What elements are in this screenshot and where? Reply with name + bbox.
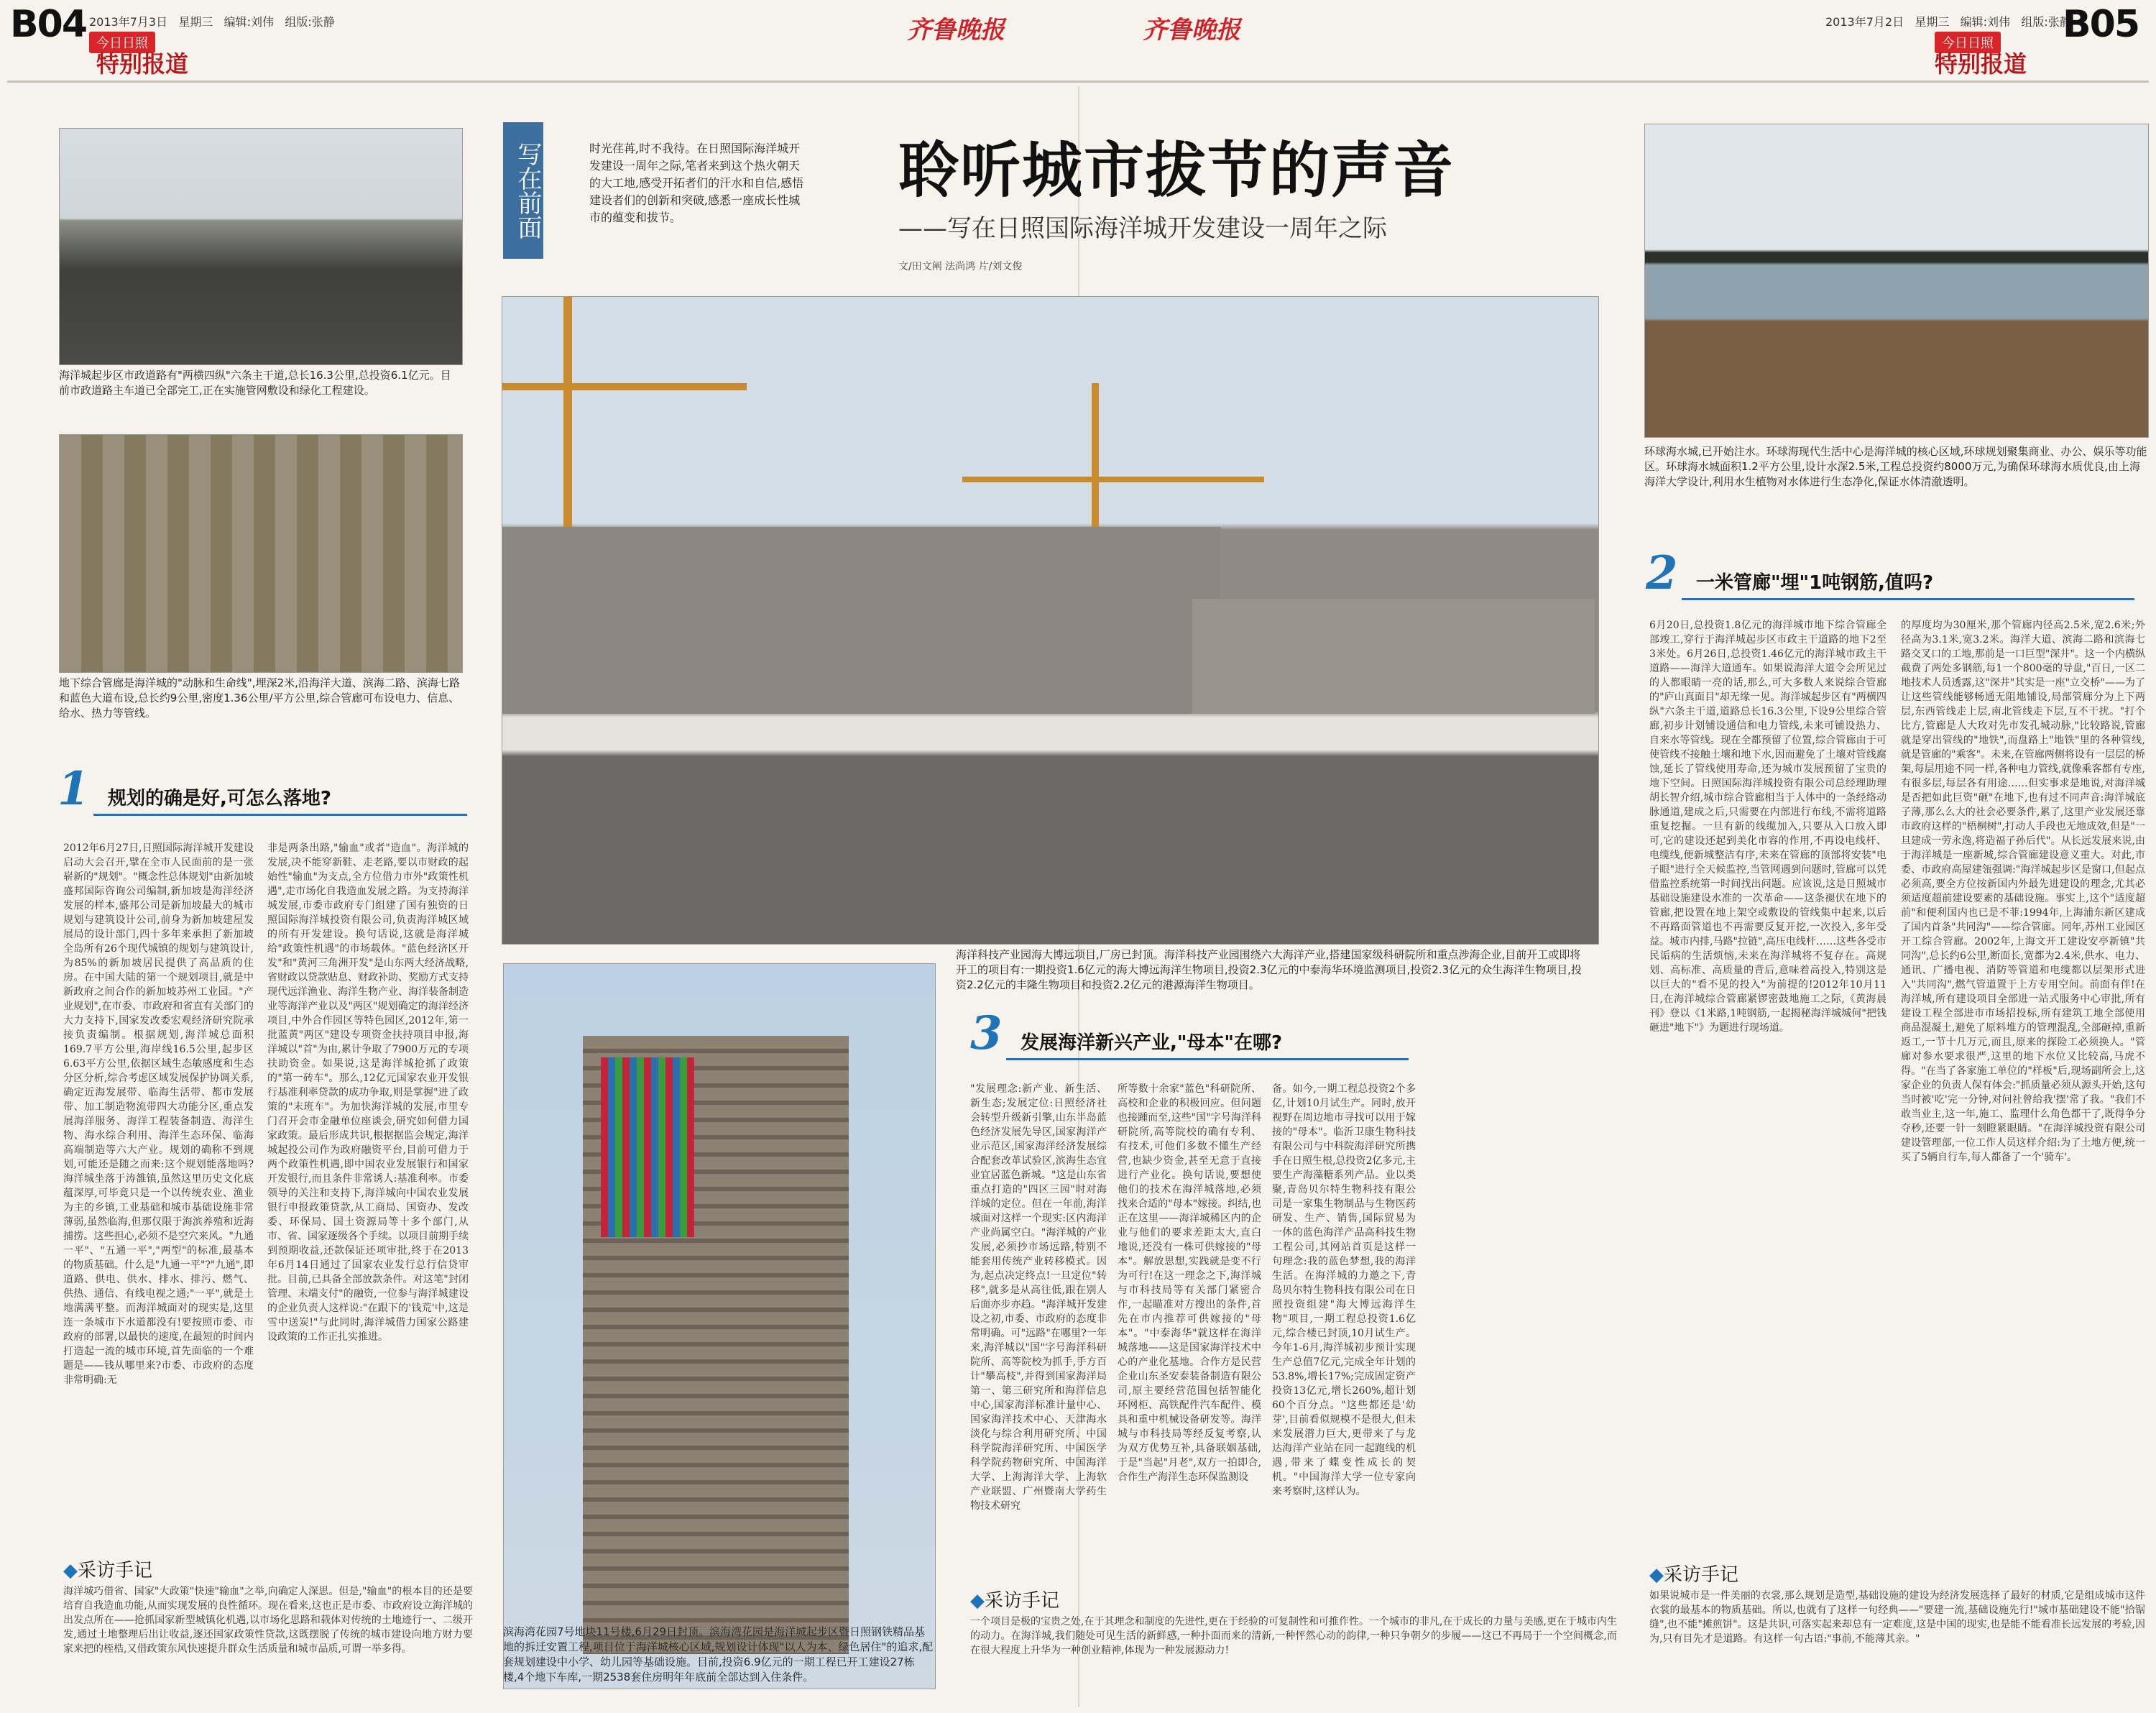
article-s2-col2: 的厚度均为30厘米,那个管廊内径高2.5米,宽2.6米;外径高为3.1米,宽3.2米。海洋大道、滨海二路和滨海七路交叉口的工地,那前是一口巨型"深井"。这一个内横纵截费了两处多钢筋,每1一个800毫的导盘,"百日,一区二地技术人员透露,这"深井"其实是一座"立交桥"——为了让这些管线能够畅通无阻地铺设,局部管廊分为上下两层,东西管线走上层,南北管线走下层,互不干扰。"打个比方,管廊是人大玫对先市发孔城动脉,"比较路说,管廊就是穿出管线的"地铁",而盘路上"地铁"里的各种管线,就是管廊的"乘客"。未来,在管廊两侧将设有一层层的桥架,每层用途不同一样,各种电力管线,就像乘客都有专座,有很多层,每层各有用途……但实事求是地说,对海洋城是否把如此巨资"砸"在地下,也有过不同声音:海洋城底子薄,那么么大的社会必要条件,累了,这里产业发展还靠市政府这样的"梧桐树",打动人手段也无地成效,但是"一旦建成一劳永逸,将造福子孙后代"。从长远发展来说,由于海洋城是一座新城,综合管廊建设意义重大。对此,市委、市政府高屋建瓴强调:"海洋城起步区是窗口,但起点必须高,要全方位按新国内外最先进建设的理念,尤其必须适度超前建设要素的基础设施。事实上,这个"适度超前"和便利国内也已是不菲:1994年,上海浦东新区建成了国内首条"共同沟"——综合管廊。同年,苏州工业园区开工综合管廊。2002年,上海文开工建设安亭新镇"共同沟",总长约6公里,断面长,宽都为2.4米,供水、电力、通讯、广播电视、消防等管道和电缆都以层架形式进入"共同沟",燃气管道置于上方专用空间。前面有伴!在海洋城,所有建设项目全部进一站式服务中心审批,所有建设工程全部进市市场招投标,所有建筑工地全部使用商品混凝土,避免了原料堆方的管理混乱,全部砸掉,重新返工,一节十几万元,而且,原来的探险工必须换人。"管廊对参水要求很严,这里的地下水位又比较高,马虎不得。"在当了各家施工单位的"样板"后,现场副所会上,这家企业的负责人保有体会:"抓质量必须从源头开始,这句当时被'吃'完一分钟,对问社曾给我'摆'常了我。"我们不敢当业主,这一年,施工、监理什么角色都干了,既得争分夺秒,还要一针一刻瞪紧眼睛。"在海洋城投资有限公司建设管理部,一位工作人员这样介绍:为了土地方便,统一买了5辆自行车,每人都备了一个'骑车'。 xyxy=(1901,620,2145,1163)
feature-title: 聆听城市拔节的声音 xyxy=(898,135,1455,206)
section-rule xyxy=(1006,1058,1409,1060)
diamond-icon: ◆ xyxy=(970,1590,985,1612)
diamond-icon: ◆ xyxy=(63,1560,78,1581)
article-s2-col1: 6月20日,总投资1.8亿元的海洋城市地下综合管廊全部竣工,穿行于海洋城起步区市政主干道路的地下2至3米处。6月26日,总投资1.46亿元的海洋城市政主干道路——海洋大道通车。如果说海洋大道令会所见过的人都眼睛一亮的话,那么,可大多数人来说综合管廊的"庐山真面目"却无缘一见。海洋城起步区有"两横四纵"六条主干道,道路总长16.3公里,下设9公里综合管廊,初步计划铺设通信和电力管线,未来可铺设热力、自来水等管线。现在全都预留了位置,综合管廊由于可使管线不接触土壤和地下水,因而避免了土壤对管线腐蚀,延长了管线使用寿命,还为城市发展预留了宝贵的地下空间。日照国际海洋城投资有限公司总经理助理胡长智介绍,城市综合管廊相当于人体中的一条经络动脉通道,建成之后,只需要在内部进行布线,不需将道路重复挖掘。一旦有新的线缆加入,只要从入口放入即可,它的建设还起到美化市容的作用,不再设电线杆、电缆线,便新城整洁有序,未来在管廊的顶部将安装"电子眼"进行全天候监控,当管网遇到问题时,管廊可以凭借监控系统第一时间找出问题。应该说,这是日照城市基础设施建设水准的一次革命——这条褪伏在地下的管廊,把设置在地上架空或敷设的管线集中起来,以后不再路面管道也不再需要反复开挖,一次投入,多年受益。城市内排,马路"拉链",高压电线杆……这些各受市民诟病的生活烦恼,未来在海洋城将不复存在。高规划、高标准、高质量的背后,意味着高投入,特别这是以巨大的"看不见的投入"为前提的!2012年10月11日,在海洋城综合管廊紧锣密鼓地施工之际,《黄海晨刊》登以《1米路,1吨钢筋,一起揭秘海洋城城何"把钱砸进"地下"》为题进行现场道。 xyxy=(1649,620,1886,1034)
road-photo xyxy=(59,128,463,365)
lake-photo-caption: 环球海水城,已开始注水。环球海现代生活中心是海洋城的核心区域,环球规划聚集商业、办公、娱乐等功能区。环球海水城面积1.2平方公里,设计水深2.5米,工程总投资约8000万元,为确保环球海水质优良,由上海海洋大学设计,利用水生植物对水体进行生态净化,保证水体清澈透明。 xyxy=(1644,445,2147,488)
page-date: 2013年7月2日 xyxy=(1825,15,1904,29)
residential-tower-photo xyxy=(503,963,936,1689)
section-title: 特别报道 xyxy=(1935,50,2027,78)
section-number: 2 xyxy=(1646,546,1678,600)
column-tag: 今日日照 xyxy=(89,32,155,53)
section-title: 发展海洋新兴产业,"母本"在哪? xyxy=(1021,1032,1283,1054)
feature-intro: 时光荏苒,时不我待。在日照国际海洋城开发建设一周年之际,笔者来到这个热火朝天的大工地,感受开拓者们的汗水和自信,感悟建设者们的创新和突破,感悉一座成长性城市的蕴变和拔节。 xyxy=(589,142,804,224)
article-s3-col1: "发展理念:新产业、新生活、新生态;发展定位:日照经济社会转型升级新引擎,山东半岛蓝色经济发展先导区,国家海洋产业示范区,国家海洋经济发展综合配套改革试验区,滨海生态宜业宜居蓝色新城。"这是山东省重点打造的"四区三园"时对海洋城的定位。但在一年前,海洋城面对这样一个现实:区内海洋产业尚属空白。"海洋城的产业发展,必须抄市场远路,特别不能套用传统产业转移模式。因为,起点决定终点!一旦定位"转移",就多是从高往低,跟在别人后面亦步亦趋。"海洋城开发建设之初,市委、市政府的态度非常明确。可"远路"在哪里?一年来,海洋城以"国"字号海洋科研院所、高等院校为抓手,手方百计"攀高枝",并得到国家海洋局第一、第三研究所和海洋信息中心,国家海洋标准计量中心、国家海洋技术中心、天津海水淡化与综合利用研究所、中国科学院海洋研究所、中国医学科学院药物研究所、中国海洋大学、上海海洋大学、上海软产业联盟、广州暨南大学药生物技术研究 xyxy=(970,1083,1107,1512)
tower-photo-caption: 滨海湾花园7号地块11号楼,6月29日封顶。滨海湾花园是海洋城起步区暨日照钢铁精品基地的拆迁安置工程,项目位于海洋城核心区域,规划设计体现"以人为本、绿色居住"的追求,配套规划建设中小学、幼儿园等基础设施。目前,投资6.9亿元的一期工程已开工建设27栋楼,4个地下车库,一期2538套住房明年年底前全部达到入住条件。 xyxy=(503,1625,934,1684)
section-2-heading xyxy=(1646,546,2142,604)
page-date: 2013年7月3日 xyxy=(89,15,168,29)
crane-arm xyxy=(502,383,747,390)
interview-notes-1 xyxy=(63,1556,152,1582)
page-weekday: 星期三 xyxy=(1915,15,1950,29)
right-page-header xyxy=(1825,0,2149,78)
article-s3-col2: 所等数十余家"蓝色"科研院所、高校和企业的积极回应。但问题也接踵而至,这些"国"字号海洋科研院所,高等院校的确有专利、有技术,可他们多数不懂生产经营,也缺少资金,甚至无意于直接进行产业化。换句话说,要想使他们的技术在海洋城落地,必须找来合适的"母本"嫁接。纠结,也正在这里——海洋城稀区内的企业与他们的要求差距太大,直白地说,还没有一株可供嫁接的"母本"。解放思想,实践就是变不行为可行!在这一理念之下,海洋城与市科技局等有关部门紧密合作,一起瞄准对方搜出的条件,首先在市内推荐可供嫁接的"母本"。"中泰海华"就这样在海洋城落地——这是国家海洋技术中心的产业化基地。合作方是民营企业山东圣安泰装备制造有限公司,原主要经营范围包括智能化环网柜、高铁配件汽车配件、模具和重中机械设备研发等。海洋城与市科技局等经反复考察,认为双方优势互补,具备联姻基础,于是"当起"月老",双方一拍即合,合作生产海洋生态环保监测设 xyxy=(1118,1083,1261,1483)
header-rule xyxy=(7,81,2149,83)
page-number: B04 xyxy=(10,3,86,46)
interview-notes-2 xyxy=(970,1586,1059,1612)
section-3-heading xyxy=(970,1006,1416,1064)
page-designer: 组版:张静 xyxy=(2021,15,2071,29)
page-editor: 编辑:刘伟 xyxy=(1960,15,2011,29)
science-park-caption: 海洋科技产业园海大博远项目,厂房已封顶。海洋科技产业园围绕六大海洋产业,搭建国家级科研院所和重点涉海企业,目前开工或即将开工的项目有:一期投资1.6亿元的海大博远海洋生物项目,投资2.3亿元的中泰海华环境监测项目,投资2.3亿元的众生海洋生物项目,投资2.2亿元的丰隆生物项目和投资2.2亿元的港源海洋生物项目。 xyxy=(956,948,1582,991)
page-number: B05 xyxy=(2063,3,2139,46)
interview-text-3: 如果说城市是一件美丽的衣裳,那么规划是造型,基础设施的建设为经济发展选择了最好的材质,它是组成城市这件衣裳的最基本的物质基础。所以,也就有了这样一句经典——"要建一流,基础设施先行!"城市基础建设不能"拾锯缝",也不能"摊煎饼"。这是共识,可落实起来却总有一定难度,这是中国的现实,也是能不能看准长远发展的考验,因为,只有目先才是道路。有这样一句古语:"事前,不能薄其亲。" xyxy=(1649,1590,2145,1645)
diamond-icon: ◆ xyxy=(1649,1564,1664,1586)
article-s1-col2: 非是两条出路,"输血"或者"造血"。海洋城的发展,决不能穿新鞋、走老路,要以市财政的起始性"输血"为支点,全方位借力市外"政策性机遇",走市场化自我造血发展之路。为支持海洋城发展,市委市政府专门组建了国有独资的日照国际海洋城投资有限公司,负责海洋城区域的所有开发建设。换句话说,这就是海洋城给"政策性机遇"的市场载体。"蓝色经济区开发"和"黄河三角洲开发"是山东两大经济战略,省财政以贷款贴息、财政补助、奖励方式支持现代远洋渔业、海洋生物产业、海洋装备制造业等海洋产业以及"两区"规划确定的海洋经济项目,中外合作园区等特色园区,2012年,第一批蓝黄"两区"建设专项资金扶持项目申报,海洋城以"首"为由,累计争取了7900万元的专项扶助资金。如果说,这是海洋城抢抓了政策的"第一砖车"。那么,12亿元国家农业开发银行基准利率贷款的成功争取,则是掌握"进了政策的"末班车"。为加快海洋城的发展,市里专门召开会市金融单位座谈会,研究如何借力国家政策。最后形成共识,根据据监会规定,海洋城起投公司作为政府融资平台,目前可借力于两个政策性机遇,即中国农业发展银行和国家开发银行,而且条件非常诱人:基准利率。市委领导的关注和支持下,海洋城向中国农业发展银行申报政策贷款,从工商局、国资办、发改委、环保局、国土资源局等十多个部门,从市、省、国家逐级各个手续。以项目前期手续到预期收益,还款保证还项审批,终于在2013年6月14日通过了国家农业发行总行信贷审批。目前,已具备全部放款条件。对这笔"封闭管理、末端支付"的融资,一位参与海洋城建设的企业负责人这样说:"在跟下的'钱荒'中,这是雪中送炭!"与此同时,海洋城借力国家公路建设政策的工作正扎实推进。 xyxy=(267,842,469,1343)
tunnel-photo xyxy=(59,434,463,673)
feature-byline: 文/田文阐 法尚鸿 片/刘文俊 xyxy=(898,261,1023,272)
interview-label: 采访手记 xyxy=(1664,1564,1739,1586)
road-photo-caption: 海洋城起步区市政道路有"两横四纵"六条主干道,总长16.3公里,总投资6.1亿元。目前市政道路主车道已全部完工,正在实施管网敷设和绿化工程建设。 xyxy=(59,369,451,397)
intro-vertical-label: 写在前面 xyxy=(503,122,543,259)
article-s3-col3: 备。如今,一期工程总投资2个多亿,计划10月试生产。同时,放开视野在周边地市寻找可以用于嫁接的"母本"。临沂卫康生物科技有限公司与中科院海洋研究所携手在日照生根,总投资2亿多元,主要生产海藻糖系列产品。业以类聚,青岛贝尔特生物科技有限公司是一家集生物制品与生物医药研发、生产、销售,国际贸易为一体的蓝色海洋产品高科技生物工程公司,其网站首页是这样一句理念:我的蓝色梦想,我的海洋生活。在海洋城的力邀之下,青岛贝尔特生物科技有限公司在日照投资组建"海大博远海洋生物"项目,一期工程总投资1.6亿元,综合楼已封顶,10月试生产。今年1-6月,海洋城初步预计实现生产总值7亿元,完成全年计划的53.8%,增长17%;完成固定资产投资13亿元,增长260%,超计划60个百分点。"这些都还是'幼芽',目前看似规模不是很大,但未来发展潜力巨大,更带来了与龙达海洋产业站在同一起跑线的机遇,带来了蝶变性成长的契机。"中国海洋大学一位专家向来考察时,这样认为。 xyxy=(1272,1083,1416,1497)
interview-text-2: 一个项目是极的宝贵之处,在于其理念和制度的先进性,更在于经验的可复制性和可推作性。一个城市的非凡,在于成长的力量与美感,更在于城市内生的动力。在海洋城,我们随处可见生活的新鲜感,一种扑面而来的清新,一种怦然心动的韵律,一种只争朝夕的步履——这已不再局于一个空间概念,而在很大程度上升华为一种创业精神,体现为一种发展源动力! xyxy=(970,1616,1617,1656)
article-s1-col1: 2012年6月27日,日照国际海洋城开发建设启动大会召开,擘在全市人民面前的是一张崭新的"规划"。"概念性总体规划"由新加坡盛邦国际咨询公司编制,新加坡是海洋经济发展的样本,盛邦公司是新加坡最大的城市规划与建筑设计公司,前身为新加坡建屋发展局的设计部门,四十多年来承担了新加坡全岛所有26个现代城镇的规划与建筑设计,为85%的新加坡居民提供了高品质的住房。在中国大陆的第一个规划项目,就是中新政府之间合作的新加坡苏州工业园。"产业规划",在市委、市政府和省直有关部门的大力支持下,国家发改委宏观经济研究院承接负责编制。根据规划,海洋城总面积169.7平方公里,海岸线16.5公里,起步区6.63平方公里,依据区域生态敏感度和生态分区分析,综合考虑区域发展保护协调关系,确定近海发展带、临海生活带、都市发展带、加工制造物流带四大功能分区,重点发展海洋服务、海洋工程装备制造、海洋生物、海水综合利用、海洋生态环保、临海高端制造等六大产业。规划的确称不到规划,可能还是随之而来:这个规划能落地吗?海洋城坐落于涛雒镇,虽然这里历史文化底蕴深厚,可毕竟只是一个以传统农业、渔业为主的乡镇,工业基础和城市基础设施非常薄弱,虽然临海,但那仅限于海滨养殖和近海捕捞。这些担心,必须不是空穴来风。"九通一平"、"五通一平","两型"的标准,最基本的物质基础。什么是"九通一平"?"九通",即道路、供电、供水、排水、排污、燃气、供热、通信、有线电视之通;"一平",就是土地满满平整。而海洋城面对的现实是,这里连一条城市下水道都没有!要按照市委、市政府的部署,以最快的速度,在最短的时间内打造起一流的城市环境,首先面临的一个难题是——钱从哪里来?市委、市政府的态度非常明确:无 xyxy=(63,842,254,1386)
section-rule xyxy=(1682,598,2134,600)
section-title: 一米管廊"埋"1吨钢筋,值吗? xyxy=(1696,572,1934,594)
column-tag: 今日日照 xyxy=(1935,32,2001,53)
section-1-heading xyxy=(57,762,474,819)
science-park-photo xyxy=(502,296,1599,945)
masthead-left: 齐鲁晚报 xyxy=(907,16,1005,45)
interview-notes-3 xyxy=(1649,1560,1738,1586)
page-date-line xyxy=(1825,13,2071,29)
left-page-header xyxy=(10,0,513,78)
interview-text-1: 海洋城巧借省、国家"大政策"快速"输血"之举,向确定人深思。但是,"输血"的根本目的还是要培育自我造血功能,从而实现发展的良性循环。现在看来,这也正是市委、市政府设立海洋城的出发点所在——抢抓国家新型城镇化机遇,以市场化思路和载体对传统的土地迹行一、二级开发,通过土地整理后出让收益,逐还国家政策性贷款,这既摆脱了传统的城市建设向地方财力要家来把的桎梏,又借政策东风快速提升群众生活质量和城市品质,可谓一举多得。 xyxy=(63,1586,473,1655)
factory-building xyxy=(1192,599,1595,714)
section-rule xyxy=(93,814,467,816)
lake-photo xyxy=(1644,124,2149,438)
section-title: 特别报道 xyxy=(96,50,189,78)
page-weekday: 星期三 xyxy=(178,15,213,29)
section-number: 3 xyxy=(970,1006,1003,1060)
section-title: 规划的确是好,可怎么落地? xyxy=(108,788,331,809)
page-date-line xyxy=(89,13,335,29)
tunnel-photo-caption: 地下综合管廊是海洋城的"动脉和生命线",埋深2米,沿海洋大道、滨海二路、滨海七路和蓝色大道布设,总长约9公里,密度1.36公里/平方公里,综合管廊可布设电力、信息、给水、热力等管线。 xyxy=(59,676,460,720)
interview-label: 采访手记 xyxy=(78,1560,153,1581)
banner-flags xyxy=(601,1057,694,1237)
factory-building xyxy=(502,527,1221,714)
crane-arm xyxy=(962,477,1264,482)
page-designer: 组版:张静 xyxy=(285,15,335,29)
masthead-right: 齐鲁晚报 xyxy=(1143,16,1240,45)
section-number: 1 xyxy=(57,762,90,816)
page-editor: 编辑:刘伟 xyxy=(224,15,275,29)
feature-subtitle: ——写在日照国际海洋城开发建设一周年之际 xyxy=(898,214,1387,243)
interview-label: 采访手记 xyxy=(985,1590,1060,1612)
